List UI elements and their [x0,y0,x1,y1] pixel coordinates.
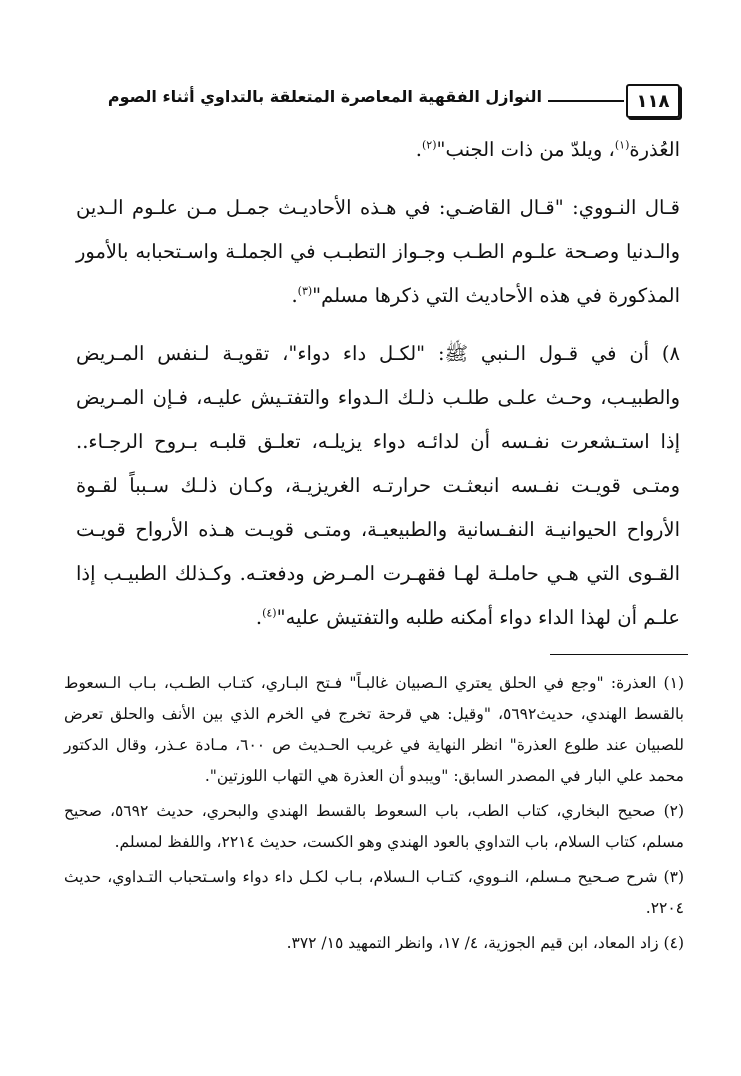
footnote-2: (٢) صحيح البخاري، كتاب الطب، باب السعوط بالقسط الهندي والبحري، حديث ٥٦٩٢، صحيح مسلم، كتاب السلام، باب التداوي بالعود الهندي وهو الكست، حديث ٢٢١٤، واللفظ لمسلم. [64,802,685,851]
page-number: ١١٨ [626,84,680,118]
footnote-separator [550,654,688,655]
running-title: النوازل الفقهية المعاصرة المتعلقة بالتداوي أثناء الصوم [107,87,542,106]
footnote-ref: (١) [614,138,630,152]
paragraph-1 [76,128,680,172]
header-rule [548,100,624,102]
footnote-1: (١) العذرة: "وجع في الحلق يعتري الـصبيان غالبـاً" فـتح البـاري، كتـاب الطـب، بـاب الـسعوط بالقسط الهندي، حديث٥٦٩٢، "وقيل: هي قرحة تخرج في الخرم الذي بين الأنف والحلق تعرض للصبيان عند طلوع العذرة" انظر النهاية في غريب الحـديث ص ٦٠٠، مـادة عـذر، وقال الدكتور محمد علي البار في المصدر السابق: "ويبدو أن العذرة هي التهاب اللوزتين". [64,674,685,785]
paragraph-2 [76,186,680,318]
footnotes [64,668,684,963]
paragraph-text: ، ويلدّ من ذات الجنب" [436,138,615,161]
paragraph-text: ٨) أن في قـول الـنبي ﷺ: "لكـل داء دواء"، تقويـة لـنفس المـريض والطبيـب، وحـث علـى طلـب ذلـك الـدواء والتفتـيش عليـه، فـإن المـريض إذا استـشعرت نفـسه أن لدائـه دواء يزيلـه، تعلـق قلبـه بـروح الرجـاء.. ومتـى قويـت نفـسه انبعثـت حرارتـه الغريزيـة، وكـان ذلـك سـبباً لقـوة الأرواح الحيوانيـة النفـسانية والطبيعيـة، ومتـى قويـت هـذه الأرواح قويـت القـوى التي هـي حاملـة لهـا فقهـرت المـرض ودفعتـه. وكـذلك الطبيـب إذا علـم أن لهذا الداء دواء أمكنه طلبه والتفتيش عليه" [76,342,680,629]
paragraph-tail: . [255,606,263,629]
footnote-ref: (٤) [262,606,277,620]
footnote-3: (٣) شرح صـحيح مـسلم، النـووي، كتـاب الـسلام، بـاب لكـل داء دواء واسـتحباب التـداوي، حديث ٢٢٠٤. [64,868,684,917]
main-text [76,128,680,654]
footnote-ref: (٣) [297,284,313,298]
footnote-ref: (٢) [422,138,437,152]
footnote-4: (٤) زاد المعاد، ابن قيم الجوزية، ٤/ ١٧، وانظر التمهيد ١٥/ ٣٧٢. [286,934,684,952]
paragraph-text: قـال النـووي: "قـال القاضـي: في هـذه الأحاديـث جمـل مـن علـوم الـدين والـدنيا وصـحة علـوم الطـب وجـواز التطبـب في الجملـة واسـتحبابه بالأمور المذكورة في هذه الأحاديث التي ذكرها مسلم" [76,196,680,307]
page-header [60,84,680,118]
paragraph-tail: . [415,138,422,161]
paragraph-3 [76,332,680,640]
paragraph-text: العُذرة [629,138,680,161]
paragraph-tail: . [291,284,298,307]
